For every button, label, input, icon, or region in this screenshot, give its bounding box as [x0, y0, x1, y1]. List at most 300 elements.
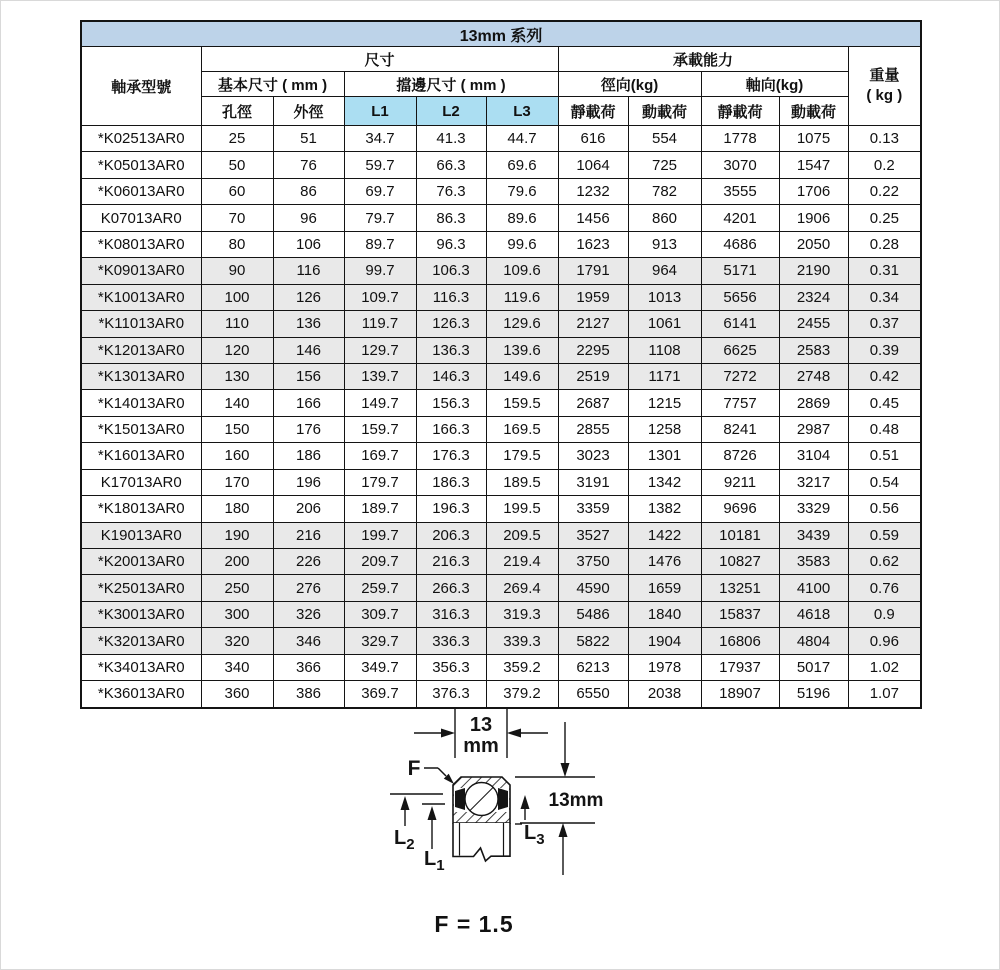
value-cell: 216.3: [416, 549, 486, 575]
value-cell: 4590: [558, 575, 628, 601]
value-cell: 126: [273, 284, 344, 310]
value-cell: 50: [201, 152, 273, 178]
value-cell: 60: [201, 178, 273, 204]
value-cell: 34.7: [344, 126, 416, 152]
l1-arrowhead-icon: [428, 806, 437, 820]
value-cell: 166: [273, 390, 344, 416]
value-cell: 206: [273, 496, 344, 522]
value-cell: 0.42: [848, 363, 921, 389]
value-cell: 1301: [628, 443, 701, 469]
value-cell: 2295: [558, 337, 628, 363]
value-cell: 106: [273, 231, 344, 257]
value-cell: 1061: [628, 311, 701, 337]
value-cell: 139.7: [344, 363, 416, 389]
header-radial-dynamic: 動載荷: [628, 97, 701, 126]
table-row: [81, 575, 921, 601]
model-cell: *K20013AR0: [81, 549, 201, 575]
header-flange-dim: 擋邊尺寸 ( mm ): [344, 72, 558, 97]
table-row: [81, 311, 921, 337]
model-cell: *K32013AR0: [81, 628, 201, 654]
value-cell: 1342: [628, 469, 701, 495]
value-cell: 189.5: [486, 469, 558, 495]
value-cell: 356.3: [416, 654, 486, 680]
value-cell: 66.3: [416, 152, 486, 178]
value-cell: 554: [628, 126, 701, 152]
value-cell: 18907: [701, 681, 779, 708]
model-cell: *K36013AR0: [81, 681, 201, 708]
arrowhead-up-icon: [559, 823, 568, 837]
header-weight: [848, 47, 921, 126]
value-cell: 136.3: [416, 337, 486, 363]
value-cell: 186: [273, 443, 344, 469]
value-cell: 2855: [558, 416, 628, 442]
value-cell: 176: [273, 416, 344, 442]
value-cell: 219.4: [486, 549, 558, 575]
model-cell: *K16013AR0: [81, 443, 201, 469]
value-cell: 379.2: [486, 681, 558, 708]
bearing-cross-section-diagram: [380, 700, 680, 900]
value-cell: 1382: [628, 496, 701, 522]
value-cell: 1108: [628, 337, 701, 363]
value-cell: 4201: [701, 205, 779, 231]
value-cell: 51: [273, 126, 344, 152]
value-cell: 5822: [558, 628, 628, 654]
model-cell: *K06013AR0: [81, 178, 201, 204]
value-cell: 366: [273, 654, 344, 680]
value-cell: 0.54: [848, 469, 921, 495]
value-cell: 180: [201, 496, 273, 522]
value-cell: 119.6: [486, 284, 558, 310]
value-cell: 346: [273, 628, 344, 654]
model-cell: *K11013AR0: [81, 311, 201, 337]
value-cell: 16806: [701, 628, 779, 654]
value-cell: 1456: [558, 205, 628, 231]
value-cell: 99.6: [486, 231, 558, 257]
value-cell: 376.3: [416, 681, 486, 708]
value-cell: 0.37: [848, 311, 921, 337]
value-cell: 0.59: [848, 522, 921, 548]
value-cell: 129.6: [486, 311, 558, 337]
value-cell: 226: [273, 549, 344, 575]
value-cell: 2190: [779, 258, 848, 284]
value-cell: 1659: [628, 575, 701, 601]
value-cell: 360: [201, 681, 273, 708]
table-row: [81, 628, 921, 654]
value-cell: 336.3: [416, 628, 486, 654]
arrowhead-right-icon: [441, 729, 455, 738]
value-cell: 116.3: [416, 284, 486, 310]
header-radial-static: 靜載荷: [558, 97, 628, 126]
value-cell: 2519: [558, 363, 628, 389]
header-radial: 徑向(kg): [558, 72, 701, 97]
header-weight-line1: 重量: [869, 67, 900, 84]
table-row: [81, 469, 921, 495]
model-cell: *K10013AR0: [81, 284, 201, 310]
value-cell: 209.5: [486, 522, 558, 548]
value-cell: 8241: [701, 416, 779, 442]
value-cell: 139.6: [486, 337, 558, 363]
model-cell: *K08013AR0: [81, 231, 201, 257]
value-cell: 25: [201, 126, 273, 152]
value-cell: 149.6: [486, 363, 558, 389]
value-cell: 96.3: [416, 231, 486, 257]
value-cell: 59.7: [344, 152, 416, 178]
value-cell: 15837: [701, 601, 779, 627]
value-cell: 0.13: [848, 126, 921, 152]
value-cell: 196: [273, 469, 344, 495]
value-cell: 3359: [558, 496, 628, 522]
right-seal: [498, 788, 508, 810]
value-cell: 1778: [701, 126, 779, 152]
value-cell: 199.7: [344, 522, 416, 548]
l3-label: $L_3$: [524, 822, 545, 848]
table-title: 13mm 系列: [81, 21, 921, 47]
value-cell: 199.5: [486, 496, 558, 522]
table-row: [81, 496, 921, 522]
value-cell: 2687: [558, 390, 628, 416]
header-l1: L1: [344, 97, 416, 126]
table-row: [81, 178, 921, 204]
model-cell: *K15013AR0: [81, 416, 201, 442]
value-cell: 3070: [701, 152, 779, 178]
value-cell: 80: [201, 231, 273, 257]
value-cell: 369.7: [344, 681, 416, 708]
header-axial-dynamic: 動載荷: [779, 97, 848, 126]
value-cell: 109.7: [344, 284, 416, 310]
value-cell: 89.6: [486, 205, 558, 231]
value-cell: 913: [628, 231, 701, 257]
value-cell: 5486: [558, 601, 628, 627]
value-cell: 725: [628, 152, 701, 178]
l1-label: $L_1$: [424, 848, 445, 874]
value-cell: 3104: [779, 443, 848, 469]
value-cell: 320: [201, 628, 273, 654]
value-cell: 76.3: [416, 178, 486, 204]
value-cell: 96: [273, 205, 344, 231]
model-cell: *K30013AR0: [81, 601, 201, 627]
header-bore: 孔徑: [201, 97, 273, 126]
value-cell: 1013: [628, 284, 701, 310]
value-cell: 5171: [701, 258, 779, 284]
value-cell: 964: [628, 258, 701, 284]
value-cell: 3217: [779, 469, 848, 495]
value-cell: 0.62: [848, 549, 921, 575]
l2-label: $L_2$: [394, 827, 415, 853]
header-dimensions: 尺寸: [201, 47, 558, 72]
value-cell: 2127: [558, 311, 628, 337]
value-cell: 99.7: [344, 258, 416, 284]
value-cell: 4804: [779, 628, 848, 654]
value-cell: 1547: [779, 152, 848, 178]
value-cell: 196.3: [416, 496, 486, 522]
side-dim-label: 13mm: [548, 790, 604, 811]
value-cell: 5017: [779, 654, 848, 680]
value-cell: 76: [273, 152, 344, 178]
value-cell: 250: [201, 575, 273, 601]
value-cell: 2748: [779, 363, 848, 389]
value-cell: 0.22: [848, 178, 921, 204]
value-cell: 140: [201, 390, 273, 416]
value-cell: 116: [273, 258, 344, 284]
value-cell: 276: [273, 575, 344, 601]
value-cell: 129.7: [344, 337, 416, 363]
l2-arrowhead-icon: [401, 796, 410, 810]
value-cell: 6550: [558, 681, 628, 708]
table-row: [81, 126, 921, 152]
value-cell: 44.7: [486, 126, 558, 152]
value-cell: 156.3: [416, 390, 486, 416]
header-capacity: 承載能力: [558, 47, 848, 72]
bearing-spec-table: [80, 20, 922, 709]
value-cell: 7272: [701, 363, 779, 389]
value-cell: 0.9: [848, 601, 921, 627]
header-weight-line2: ( kg ): [866, 87, 903, 104]
value-cell: 5656: [701, 284, 779, 310]
value-cell: 359.2: [486, 654, 558, 680]
value-cell: 109.6: [486, 258, 558, 284]
value-cell: 269.4: [486, 575, 558, 601]
value-cell: 130: [201, 363, 273, 389]
value-cell: 13251: [701, 575, 779, 601]
header-l2: L2: [416, 97, 486, 126]
value-cell: 1959: [558, 284, 628, 310]
value-cell: 190: [201, 522, 273, 548]
table-row: [81, 205, 921, 231]
model-cell: *K13013AR0: [81, 363, 201, 389]
value-cell: 110: [201, 311, 273, 337]
value-cell: 782: [628, 178, 701, 204]
value-cell: 106.3: [416, 258, 486, 284]
value-cell: 266.3: [416, 575, 486, 601]
value-cell: 166.3: [416, 416, 486, 442]
value-cell: 10181: [701, 522, 779, 548]
model-cell: K07013AR0: [81, 205, 201, 231]
model-cell: *K25013AR0: [81, 575, 201, 601]
value-cell: 156: [273, 363, 344, 389]
table-row: [81, 258, 921, 284]
f-callout-line: [424, 768, 446, 776]
value-cell: 6625: [701, 337, 779, 363]
f-label: F: [407, 757, 421, 780]
value-cell: 169.7: [344, 443, 416, 469]
value-cell: 1.02: [848, 654, 921, 680]
value-cell: 616: [558, 126, 628, 152]
top-dim-unit-label: mm: [463, 735, 499, 757]
value-cell: 259.7: [344, 575, 416, 601]
model-cell: K19013AR0: [81, 522, 201, 548]
value-cell: 89.7: [344, 231, 416, 257]
value-cell: 5196: [779, 681, 848, 708]
value-cell: 2455: [779, 311, 848, 337]
table-row: [81, 416, 921, 442]
value-cell: 1064: [558, 152, 628, 178]
value-cell: 120: [201, 337, 273, 363]
value-cell: 1215: [628, 390, 701, 416]
value-cell: 17937: [701, 654, 779, 680]
value-cell: 179.7: [344, 469, 416, 495]
value-cell: 1623: [558, 231, 628, 257]
value-cell: 0.28: [848, 231, 921, 257]
value-cell: 309.7: [344, 601, 416, 627]
value-cell: 3583: [779, 549, 848, 575]
model-cell: *K14013AR0: [81, 390, 201, 416]
value-cell: 340: [201, 654, 273, 680]
value-cell: 6213: [558, 654, 628, 680]
value-cell: 2583: [779, 337, 848, 363]
value-cell: 1.07: [848, 681, 921, 708]
value-cell: 9696: [701, 496, 779, 522]
value-cell: 2869: [779, 390, 848, 416]
header-row-1: [81, 47, 921, 72]
f-value-note: F = 1.5: [434, 911, 514, 937]
header-axial-static: 靜載荷: [701, 97, 779, 126]
header-row-2: [81, 72, 921, 97]
value-cell: 79.7: [344, 205, 416, 231]
value-cell: 300: [201, 601, 273, 627]
value-cell: 176.3: [416, 443, 486, 469]
l3-arrowhead-icon: [521, 795, 530, 809]
value-cell: 2038: [628, 681, 701, 708]
value-cell: 2050: [779, 231, 848, 257]
value-cell: 160: [201, 443, 273, 469]
table-row: [81, 654, 921, 680]
table-row: [81, 152, 921, 178]
value-cell: 70: [201, 205, 273, 231]
value-cell: 0.25: [848, 205, 921, 231]
table-row: [81, 231, 921, 257]
value-cell: 100: [201, 284, 273, 310]
model-cell: *K34013AR0: [81, 654, 201, 680]
value-cell: 0.51: [848, 443, 921, 469]
value-cell: 0.31: [848, 258, 921, 284]
value-cell: 169.5: [486, 416, 558, 442]
value-cell: 86.3: [416, 205, 486, 231]
value-cell: 9211: [701, 469, 779, 495]
value-cell: 149.7: [344, 390, 416, 416]
value-cell: 1906: [779, 205, 848, 231]
value-cell: 69.6: [486, 152, 558, 178]
value-cell: 170: [201, 469, 273, 495]
value-cell: 349.7: [344, 654, 416, 680]
value-cell: 146.3: [416, 363, 486, 389]
value-cell: 329.7: [344, 628, 416, 654]
value-cell: 319.3: [486, 601, 558, 627]
value-cell: 0.48: [848, 416, 921, 442]
value-cell: 3191: [558, 469, 628, 495]
model-cell: K17013AR0: [81, 469, 201, 495]
value-cell: 0.2: [848, 152, 921, 178]
value-cell: 1840: [628, 601, 701, 627]
arrowhead-down-icon: [561, 763, 570, 777]
value-cell: 150: [201, 416, 273, 442]
model-cell: *K02513AR0: [81, 126, 201, 152]
value-cell: 386: [273, 681, 344, 708]
table-row: [81, 337, 921, 363]
value-cell: 206.3: [416, 522, 486, 548]
value-cell: 8726: [701, 443, 779, 469]
table-row: [81, 443, 921, 469]
value-cell: 0.56: [848, 496, 921, 522]
left-seal: [455, 788, 465, 810]
value-cell: 209.7: [344, 549, 416, 575]
value-cell: 146: [273, 337, 344, 363]
value-cell: 200: [201, 549, 273, 575]
value-cell: 1075: [779, 126, 848, 152]
value-cell: 0.34: [848, 284, 921, 310]
value-cell: 1791: [558, 258, 628, 284]
header-outer: 外徑: [273, 97, 344, 126]
header-l3: L3: [486, 97, 558, 126]
value-cell: 2987: [779, 416, 848, 442]
bearing-outer-ring: [453, 777, 510, 823]
value-cell: 1904: [628, 628, 701, 654]
value-cell: 2324: [779, 284, 848, 310]
value-cell: 179.5: [486, 443, 558, 469]
value-cell: 6141: [701, 311, 779, 337]
value-cell: 189.7: [344, 496, 416, 522]
value-cell: 1422: [628, 522, 701, 548]
value-cell: 316.3: [416, 601, 486, 627]
value-cell: 1978: [628, 654, 701, 680]
value-cell: 90: [201, 258, 273, 284]
value-cell: 326: [273, 601, 344, 627]
value-cell: 1258: [628, 416, 701, 442]
value-cell: 1476: [628, 549, 701, 575]
header-basic-dim: 基本尺寸 ( mm ): [201, 72, 344, 97]
value-cell: 1706: [779, 178, 848, 204]
header-axial: 軸向(kg): [701, 72, 848, 97]
value-cell: 0.39: [848, 337, 921, 363]
value-cell: 86: [273, 178, 344, 204]
table-row: [81, 390, 921, 416]
arrowhead-left-icon: [507, 729, 521, 738]
value-cell: 0.96: [848, 628, 921, 654]
top-dim-value-label: 13: [469, 714, 493, 736]
table-row: [81, 363, 921, 389]
value-cell: 3527: [558, 522, 628, 548]
table-body: [81, 126, 921, 708]
value-cell: 79.6: [486, 178, 558, 204]
value-cell: 3439: [779, 522, 848, 548]
model-cell: *K05013AR0: [81, 152, 201, 178]
value-cell: 1171: [628, 363, 701, 389]
value-cell: 339.3: [486, 628, 558, 654]
value-cell: 7757: [701, 390, 779, 416]
value-cell: 159.5: [486, 390, 558, 416]
value-cell: 3555: [701, 178, 779, 204]
value-cell: 159.7: [344, 416, 416, 442]
model-cell: *K18013AR0: [81, 496, 201, 522]
value-cell: 10827: [701, 549, 779, 575]
table-title-row: [81, 21, 921, 47]
value-cell: 69.7: [344, 178, 416, 204]
value-cell: 216: [273, 522, 344, 548]
value-cell: 136: [273, 311, 344, 337]
value-cell: 4100: [779, 575, 848, 601]
value-cell: 186.3: [416, 469, 486, 495]
table-row: [81, 549, 921, 575]
value-cell: 3023: [558, 443, 628, 469]
value-cell: 119.7: [344, 311, 416, 337]
value-cell: 0.76: [848, 575, 921, 601]
value-cell: 860: [628, 205, 701, 231]
value-cell: 3329: [779, 496, 848, 522]
value-cell: 3750: [558, 549, 628, 575]
table-row: [81, 284, 921, 310]
table-row: [81, 601, 921, 627]
value-cell: 126.3: [416, 311, 486, 337]
table-row: [81, 522, 921, 548]
